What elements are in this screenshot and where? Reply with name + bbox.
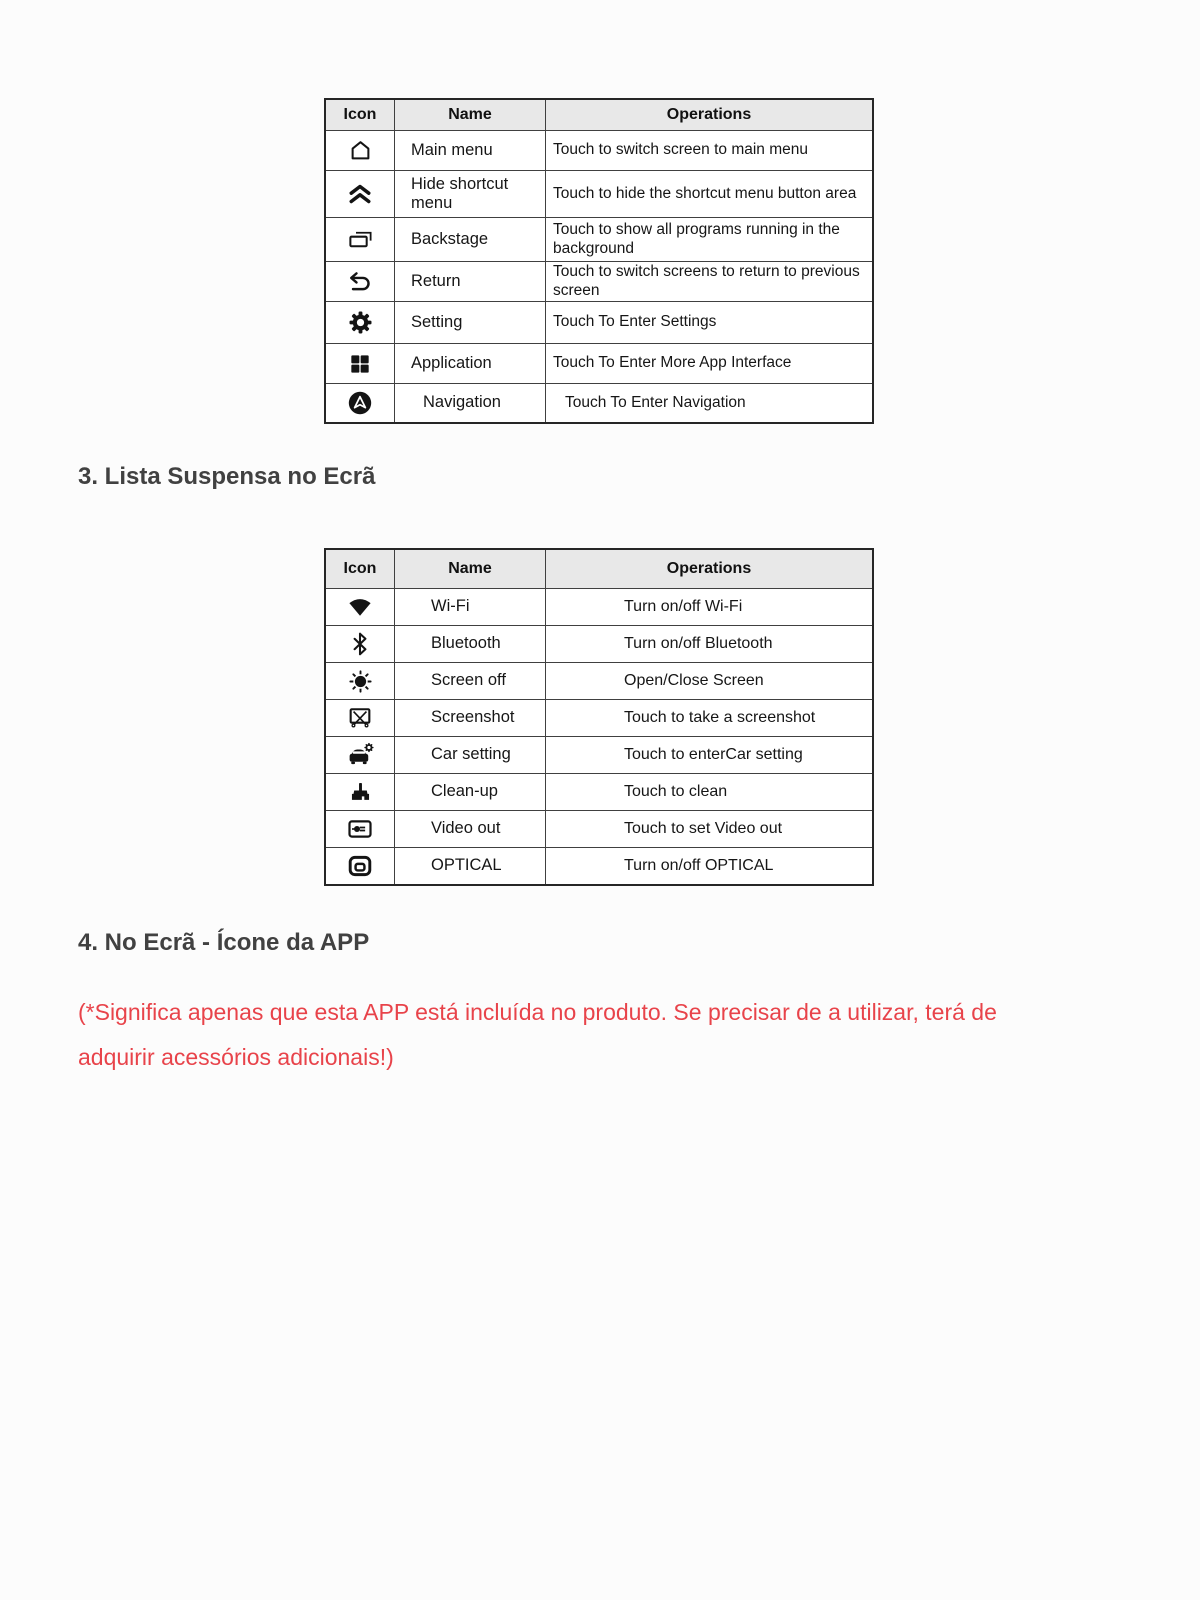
icon-name: Car setting — [394, 737, 545, 773]
table-row-navbar-icons-0 — [326, 130, 872, 170]
icon-name: Wi-Fi — [394, 589, 545, 625]
column-header-icon: Icon — [343, 106, 377, 123]
note-line-2: adquirir acessórios adicionais!) — [78, 1044, 394, 1070]
clean-up-icon — [326, 774, 394, 810]
note-line-1: (*Significa apenas que esta APP está incluída no produto. Se precisar de a utilizar, terá de — [78, 999, 997, 1025]
column-header-operations: Operations — [545, 550, 872, 588]
section-heading-dropdown-list: 3. Lista Suspensa no Ecrã — [78, 463, 376, 490]
icon-operation: Touch To Enter More App Interface — [545, 344, 872, 383]
icon-operation: Touch To Enter Settings — [545, 302, 872, 343]
icon-operation: Touch to switch screens to return to previous screen — [545, 262, 872, 301]
table-row-navbar-icons-3 — [326, 261, 872, 301]
table-row-dropdown-icons-1 — [326, 625, 872, 662]
table-row-navbar-icons-2 — [326, 217, 872, 261]
table-row-dropdown-icons-2 — [326, 662, 872, 699]
table-row-navbar-icons-5 — [326, 343, 872, 383]
column-header-operations: Operations — [545, 100, 872, 130]
column-header-icon: Icon — [343, 560, 377, 577]
app-included-note — [78, 990, 997, 1080]
icon-operation: Open/Close Screen — [545, 663, 872, 699]
navigation-icon — [326, 384, 394, 422]
return-icon — [326, 262, 394, 301]
icon-operation: Touch to hide the shortcut menu button area — [545, 171, 872, 217]
icon-operation: Touch To Enter Navigation — [545, 384, 872, 422]
table-row-dropdown-icons-5 — [326, 773, 872, 810]
table-row-dropdown-icons-3 — [326, 699, 872, 736]
icon-name: Hide shortcut menu — [394, 171, 545, 217]
icon-operation: Turn on/off OPTICAL — [545, 848, 872, 884]
optical-icon — [326, 848, 394, 884]
icon-operation: Touch to clean — [545, 774, 872, 810]
icon-name: Screen off — [394, 663, 545, 699]
icon-name: Video out — [394, 811, 545, 847]
icon-name: Setting — [394, 302, 545, 343]
table-row-dropdown-icons-0 — [326, 588, 872, 625]
brightness-icon — [326, 663, 394, 699]
table-row-dropdown-icons-4 — [326, 736, 872, 773]
table-header-row — [326, 550, 872, 588]
icon-table-dropdown — [324, 548, 874, 886]
icon-operation: Touch to switch screen to main menu — [545, 131, 872, 170]
table-row-dropdown-icons-7 — [326, 847, 872, 884]
table-row-navbar-icons-4 — [326, 301, 872, 343]
table-row-navbar-icons-1 — [326, 170, 872, 217]
wifi-icon — [326, 589, 394, 625]
icon-operation: Turn on/off Wi-Fi — [545, 589, 872, 625]
icon-operation: Touch to take a screenshot — [545, 700, 872, 736]
icon-name: Backstage — [394, 218, 545, 261]
icon-name: Clean-up — [394, 774, 545, 810]
icon-name: Bluetooth — [394, 626, 545, 662]
icon-name: Return — [394, 262, 545, 301]
home-icon — [326, 131, 394, 170]
icon-name: Application — [394, 344, 545, 383]
car-setting-icon — [326, 737, 394, 773]
icon-operation: Touch to set Video out — [545, 811, 872, 847]
table-header-row — [326, 100, 872, 130]
column-header-name: Name — [394, 100, 545, 130]
backstage-icon — [326, 218, 394, 261]
app-grid-icon — [326, 344, 394, 383]
icon-table-navbar — [324, 98, 874, 424]
icon-name: Screenshot — [394, 700, 545, 736]
table-row-navbar-icons-6 — [326, 383, 872, 422]
icon-name: Navigation — [394, 384, 545, 422]
video-out-icon — [326, 811, 394, 847]
table-row-dropdown-icons-6 — [326, 810, 872, 847]
section-heading-app-icon: 4. No Ecrã - Ícone da APP — [78, 929, 370, 956]
column-header-name: Name — [394, 550, 545, 588]
bluetooth-icon — [326, 626, 394, 662]
icon-name: OPTICAL — [394, 848, 545, 884]
double-chevron-up-icon — [326, 171, 394, 217]
icon-name: Main menu — [394, 131, 545, 170]
screenshot-icon — [326, 700, 394, 736]
icon-operation: Turn on/off Bluetooth — [545, 626, 872, 662]
icon-operation: Touch to enterCar setting — [545, 737, 872, 773]
icon-operation: Touch to show all programs running in the background — [545, 218, 872, 261]
gear-icon — [326, 302, 394, 343]
